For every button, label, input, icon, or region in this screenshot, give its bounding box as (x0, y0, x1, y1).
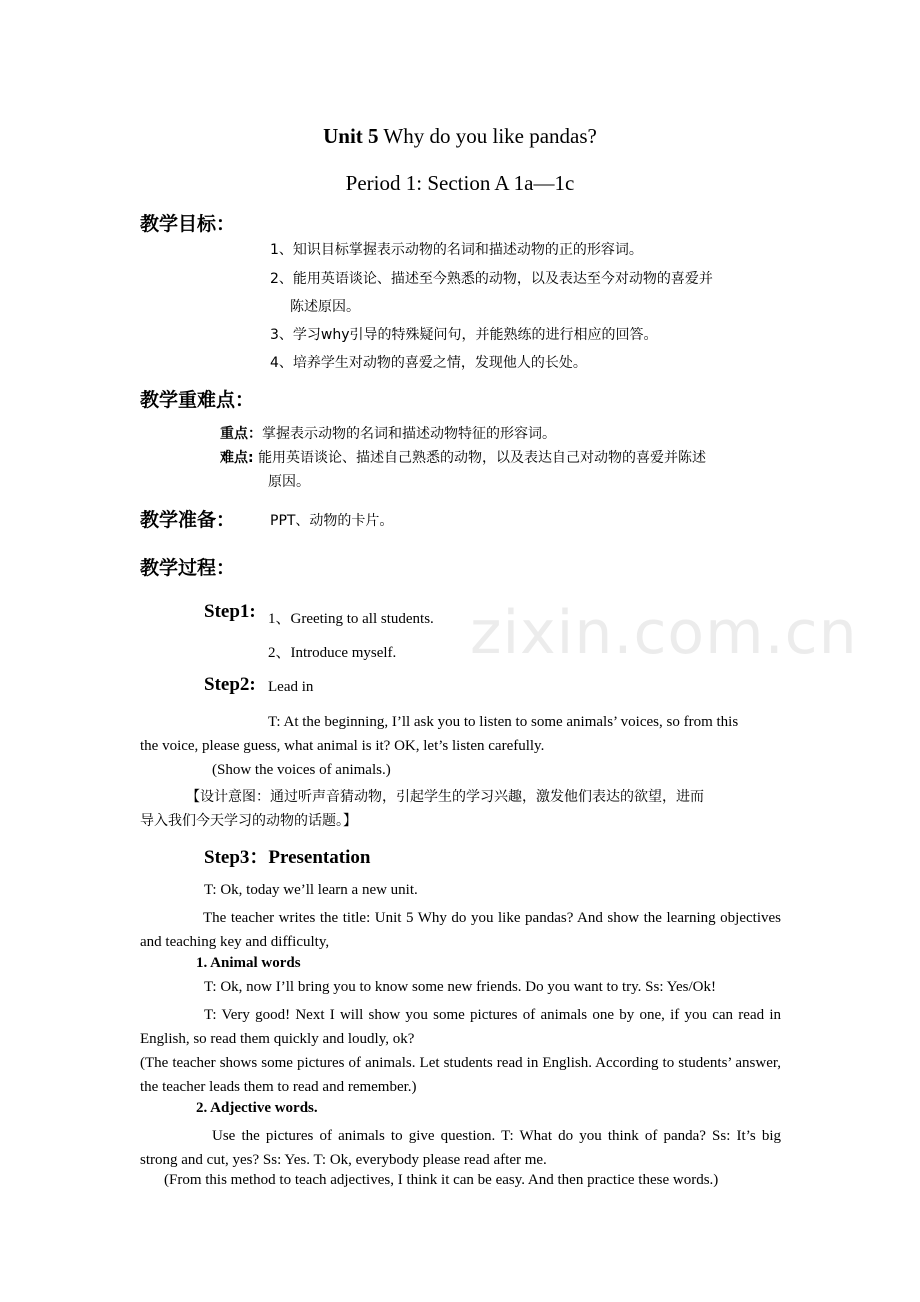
step3-paragraph: T: Very good! Next I will show you some pictures of animals one by one, if you can read in English, so read them quickly and loudly, ok? (140, 1007, 781, 1047)
design-intent-continued: 导入我们今天学习的动物的话题。】 (140, 813, 357, 829)
step3-paragraph: T: Ok, today we’ll learn a new unit. (204, 882, 418, 898)
step2-line: T: At the beginning, I’ll ask you to listen to some animals’ voices, so from this (268, 714, 739, 730)
objective-item: 1、知识目标掌握表示动物的名词和描述动物的正的形容词。 (270, 242, 643, 258)
difficult-point-label: 难点: (220, 450, 254, 466)
process-heading: 教学过程： (140, 557, 236, 579)
prep-text: PPT、动物的卡片。 (270, 513, 394, 529)
adjective-words-heading: 2. Adjective words. (196, 1100, 318, 1116)
difficult-point (220, 447, 706, 467)
title-rest: Why do you like pandas? (378, 124, 597, 148)
step3-paragraph: The teacher writes the title: Unit 5 Why do you like pandas? And show the learning objectives and teaching key and difficulty, (140, 910, 781, 950)
key-point-text: 掌握表示动物的名词和描述动物特征的形容词。 (262, 426, 556, 442)
document-subtitle: Period 1: Section A 1a—1c (345, 171, 575, 195)
step3-paragraph: (The teacher shows some pictures of animals. Let students read in English. According to students’ answer, the teacher leads them to read and remember.) (140, 1055, 781, 1095)
step3-paragraph: T: Ok, now I’ll bring you to know some new friends. Do you want to try. Ss: Yes/Ok! (204, 979, 716, 995)
key-point (220, 423, 556, 443)
objective-item: 2、能用英语谈论、描述至今熟悉的动物，以及表达至今对动物的喜爱并 (270, 271, 713, 287)
step2-label: Step2: (204, 674, 256, 695)
objective-item: 3、学习why引导的特殊疑问句，并能熟练的进行相应的回答。 (270, 327, 658, 343)
step2-show: (Show the voices of animals.) (212, 762, 391, 778)
step2-title: Lead in (268, 679, 314, 695)
difficult-point-text: 能用英语谈论、描述自己熟悉的动物，以及表达自己对动物的喜爱并陈述 (258, 450, 707, 466)
title-unit: Unit 5 (323, 124, 379, 148)
design-intent: 【设计意图：通过听声音猜动物，引起学生的学习兴趣，激发他们表达的欲望，进而 (186, 789, 704, 805)
step3-label: Step3：Presentation (204, 847, 371, 868)
objective-item: 4、培养学生对动物的喜爱之情，发现他人的长处。 (270, 355, 587, 371)
objective-item-continued: 陈述原因。 (290, 299, 360, 315)
watermark: zixin.com.cn (470, 598, 858, 668)
key-point-label: 重点： (220, 426, 262, 442)
step2-line: the voice, please guess, what animal is it? OK, let’s listen carefully. (140, 738, 545, 754)
step1-item: 1、Greeting to all students. (268, 611, 434, 627)
animal-words-heading: 1. Animal words (196, 955, 301, 971)
step3-paragraph: (From this method to teach adjectives, I think it can be easy. And then practice these words.) (164, 1172, 719, 1188)
objectives-heading: 教学目标： (140, 213, 236, 235)
difficult-point-continued: 原因。 (268, 474, 310, 490)
prep-heading: 教学准备： (140, 509, 236, 531)
document-title (0, 124, 920, 149)
keypoints-heading: 教学重难点： (140, 389, 255, 411)
step1-label: Step1: (204, 601, 256, 622)
step1-item: 2、Introduce myself. (268, 645, 397, 661)
step3-paragraph: Use the pictures of animals to give question. T: What do you think of panda? Ss: It’s big strong and cut, yes? Ss: Yes. T: Ok, everybody please read after me. (140, 1128, 781, 1168)
